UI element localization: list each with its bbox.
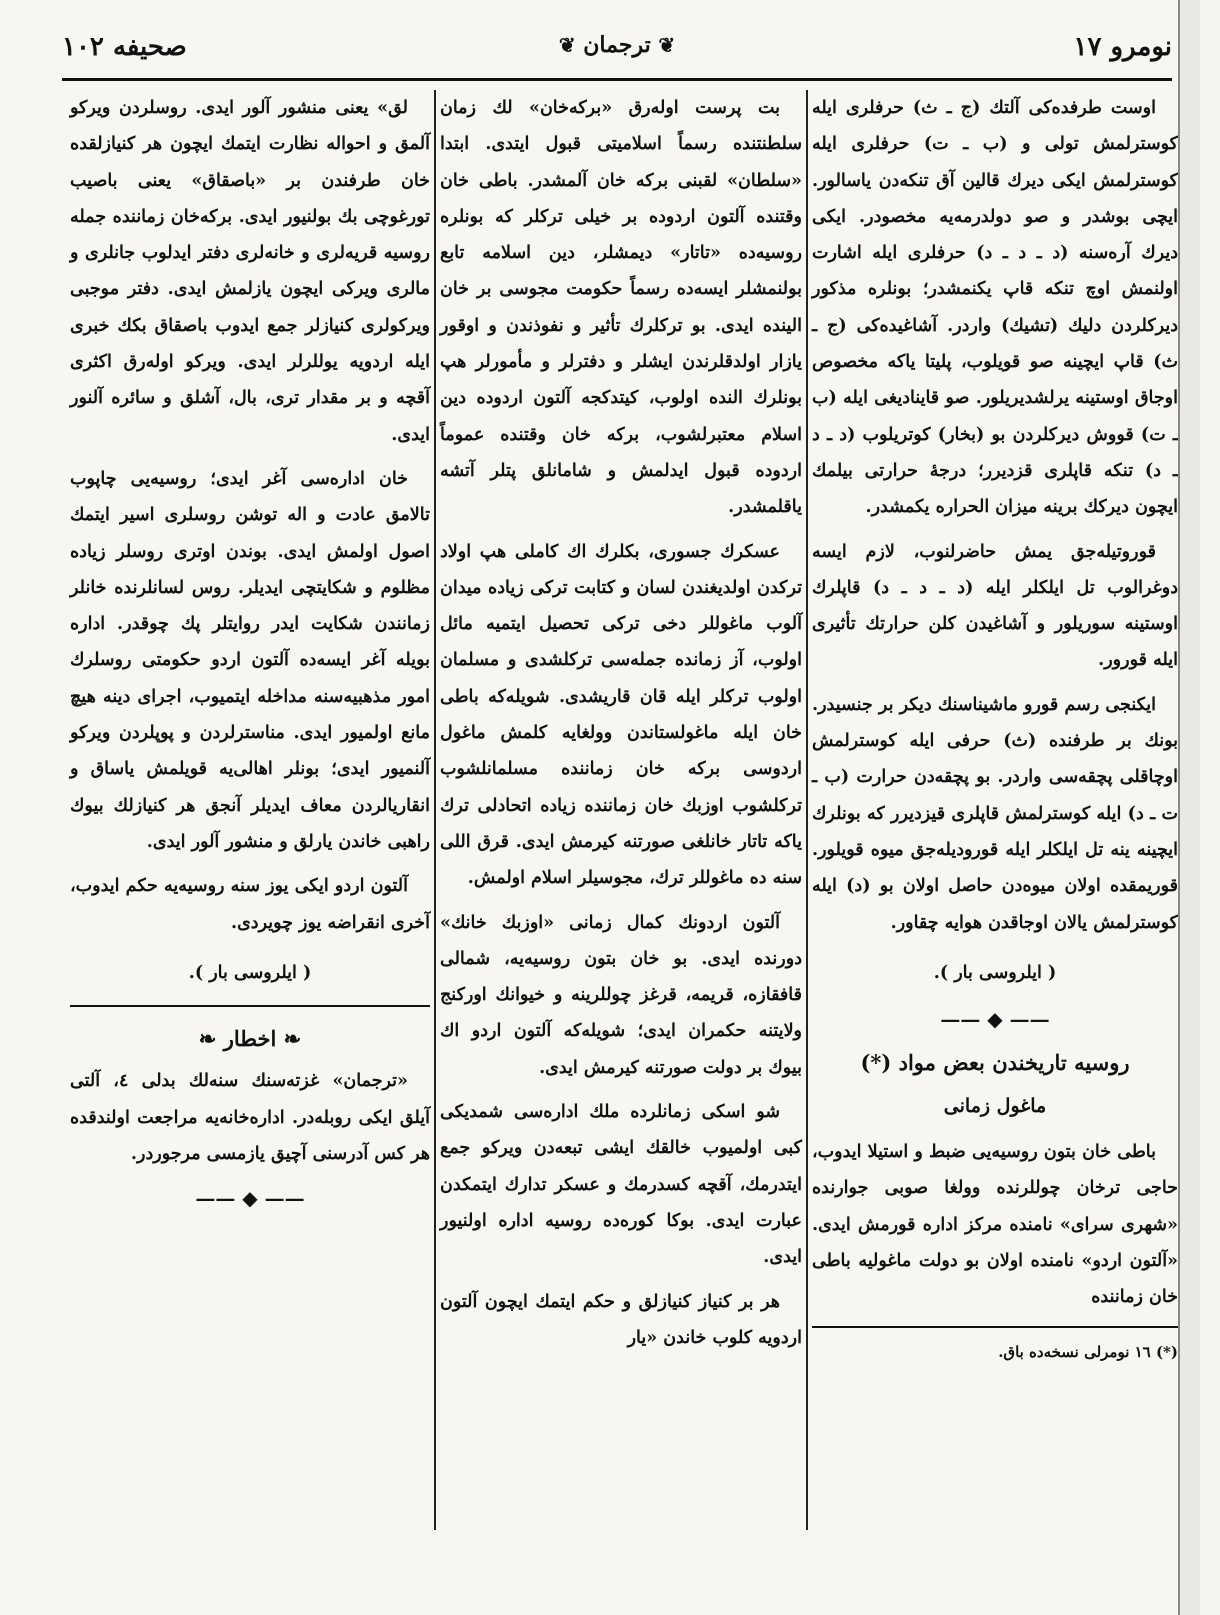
column-divider [806, 90, 808, 1530]
section-title: روسیه تاریخندن بعض مواد (*) [860, 1050, 1130, 1076]
diamond-separator-icon: —— ◆ —— [195, 1186, 305, 1211]
paragraph: بت پرست اوله‌رق «برکه‌خان» لك زمان سلطنتنده رسماً اسلامیتی قبول ایتدی. ابتدا «سلطان» لقبنی برکه خان آلمشدر. باطی خان وقتنده آلتون اردوده بر خیلی ترکلر که بونلره روسیه‌ده «تاتار» دیمشلر، دین اسلامه تابع بولنمشلر ایسه‌ده رسماً حکومت مجوسی بر خان الینده ایدی. بو ترکلرك تأثیر و نفوذندن و اوقور یازار اولدقلرندن ایشلر و دفترلر و مأمورلر هپ بونلرك النده اولوب، کیتدکجه آلتون اردوده دین اسلام معتبرلشوب، برکه خان وقتنده عموماً اردوده قبول ایدلمش و شامانلق پتلر آتشه یاقلمشدر. [440, 98, 802, 518]
paragraph: ایکنجی رسم قورو ماشیناسنك دیکر بر جنسیدر. بونك بر طرفنده (ث) حرفی ایله کوسترلمش اوچاقلی پچقه‌سی واردر. بو پچقه‌دن حرارت (ب ـ ت ـ د) ایله کوسترلمش قاپلری قیزدیرر که بونلرك ایچینه ینه تل ایلکلر ایله قورودیله‌جق میوه قویلور. قوریمقده اولان میوه‌دن حاصل اولان بو (د) ایله کوسترلمش یالان اوجاقدن هوایه چقاور. [812, 694, 1178, 933]
masthead [559, 32, 675, 58]
notice-text: «ترجمان» غزته‌سنك سنه‌لك بدلی ٤، آلتی آیلق ایکی روبله‌در. اداره‌خانه‌یه مراجعت اولندقده هر کس آدرسنی آچیق یازمسی مرجوردر. [70, 1071, 430, 1165]
ornament-icon: ❦ [558, 33, 576, 57]
paragraph: آلتون اردو ایکی یوز سنه روسیه‌یه حکم ایدوب، آخری انقراضه یوز چویردی. [70, 876, 430, 933]
section-rule [70, 1005, 430, 1007]
page-header [62, 30, 1172, 80]
column-divider [434, 90, 436, 1530]
paragraph: شو اسکی زمانلرده ملك اداره‌سی شمدیکی کبی اولمیوب خالقك ایشی تبعه‌دن ویرکو جمع ایتدرمك، آقچه کسدرمك و عسکر تدارك ایتمکدن عبارت ایدی. بوکا کوره‌ده روسیه اداره اولنیور ایدی. [440, 1102, 802, 1268]
page-edge [1178, 0, 1200, 1615]
paragraph: باطی خان بتون روسیه‌یی ضبط و استیلا ایدوب، حاجی ترخان چوللرنده وولغا صوبی جوارنده «شهری سرای» نامنده مرکز اداره قورمش ایدی. «آلتون اردو» نامنده اولان بو دولت ماغولیه باطی خان زماننده [812, 1142, 1178, 1308]
column-right [812, 90, 1178, 1550]
paragraph: قوروتیله‌جق یمش حاضرلنوب، لازم ایسه دوغرالوب تل ایلکلر ایله (د ـ د ـ د) قاپلرك اوستینه سوریلور و آشاغیدن کلن حرارتك تأثیری ایله قورور. [812, 541, 1178, 671]
masthead-title: ترجمان [583, 32, 651, 58]
paragraph: اوست طرفده‌کی آلتك (ج ـ ث) حرفلری ایله کوسترلمش تولی و (ب ـ ت) حرفلری ایله کوسترلمش ایکی دیرك قالین آق تنکه‌دن یاسالور. ایچی بوشدر و صو دولدرمه‌یه مخصودر. ایکی دیرك آره‌سنه (د ـ د ـ د) حرفلری ایله اشارت اولنمش اوچ تنکه قاپ یکنمشدر؛ بونلره مذکور دیرکلردن دلیك (تشیك) واردر. آشاغیده‌کی (ج ـ ث) قاپ ایچینه صو قویلوب، پلیتا یاکه مخصوص اوجاق اوستینه یرلشدیریلور. صو قاینادیغی ایله (ب ـ ت) قووش دیرکلردن بو (بخار) کوتریلوب (د ـ د ـ د) تنکه قاپلری قزدیرر؛ درجهٔ حرارتی بیلمك ایچون دیرکك برینه میزان الحراره یکمشدر. [812, 98, 1178, 518]
paragraph: هر بر کنیاز کنیازلق و حکم ایتمك ایچون آلتون اردویه کلوب خاندن «یار [440, 1291, 802, 1348]
paragraph: آلتون اردونك کمال زمانی «اوزبك خانك» دورنده ایدی. بو خان بتون روسیه‌یه، شمالی قافقازه، قریمه، قرغز چوللرینه و خیوانك اورکنج ولایتنه حکمران ایدی؛ شویله‌که آلتون اردو اك بیوك بر دولت صورتنه کیرمش ایدی. [440, 912, 802, 1078]
page-number: صحيفه ١٠٢ [62, 32, 187, 62]
header-rule [62, 78, 1172, 81]
continued-note: ( ایلروسی بار ). [933, 962, 1057, 983]
continued-note: ( ایلروسی بار ). [188, 962, 312, 983]
ornament-icon: ❦ [658, 33, 676, 57]
notice-heading [70, 1021, 430, 1057]
column-left [70, 90, 430, 1550]
diamond-separator-icon: —— ◆ —— [940, 1007, 1050, 1032]
footnote: (*) ١٦ نومرلی نسخه‌ده باق. [998, 1342, 1178, 1361]
paragraph: خان اداره‌سی آغر ایدی؛ روسیه‌یی چاپوب تالامق عادت و اله توشن روسلری اسیر ایتمك اصول اولمش ایدی. بوندن اوتری روسلر زیاده مظلوم و شکایتچی ایدیلر. روس لسانلرنده خانلر زمانندن شکایت ایدر روایتلر پك چوقدر. اداره بویله آغر ایسه‌ده آلتون اردو حکومتی روسلرك امور مذهبیه‌سنه مداخله ایتمیوب، اجرای دینه هیچ مانع اولمیور ایدی. مناسترلردن و پوپلردن ویرکو آلنمیور ایدی؛ بونلر اهالی‌یه قویلمش یاساق و انقاریالردن معاف ایدیلر آنجق هر کنیازلك بیوك راهبی خاندن یارلق و منشور آلور ایدی. [70, 468, 430, 852]
footnote-rule [812, 1326, 1178, 1328]
column-middle [440, 90, 802, 1550]
paragraph: لق» یعنی منشور آلور ایدی. روسلردن ویرکو آلمق و احواله نظارت ایتمك ایچون هر کنیازلقده خان طرفندن بر «باصقاق» یعنی باصیب تورغوچی بك بولنیور ایدی. برکه‌خان زماننده جمله روسیه قریه‌لری و خانه‌لری دفتر ایدلوب جانلری و مالری ویرکی ایچون یازلمش ایدی. دفتر موجبی ویرکولری کنیازلر جمع ایدوب باصقاق بکك خبری ایله اردویه یوللرلر ایدی. ویرکو اوله‌رق اکثری آقچه و بر مقدار تری، بال، آشلق و سائره آلنور ایدی. [70, 98, 430, 445]
issue-number: نومرو ١٧ [1073, 32, 1172, 62]
ornament-icon: ❧ [283, 1026, 302, 1052]
section-subtitle: ماغول زمانی [943, 1094, 1047, 1117]
paragraph: عسکرك جسوری، بکلرك اك کاملی هپ اولاد ترکدن اولدیغندن لسان و کتابت ترکی زیاده میدان آلوب ماغوللر دخی ترکی تحصیل ایتمیه مائل اولوب، آز زمانده جمله‌سی ترکلشدی و مسلمان اولوب ترکلر ایله قان قاریشدی. شویله‌که باطی خان ایله ماغولستاندن وولغایه کلمش ماغول اردوسی برکه خان زماننده مسلمانلشوب ترکلشوب اوزبك خان زماننده زیاده اتحادلی ترك یاکه تاتار خانلغی صورتنه کیرمش ایدی. قرق اللی سنه ده ماغوللر ترك، مجوسیلر اسلام اولمش. [440, 541, 802, 889]
ornament-icon: ❧ [198, 1026, 217, 1052]
notice-title: اخطار [223, 1026, 277, 1052]
